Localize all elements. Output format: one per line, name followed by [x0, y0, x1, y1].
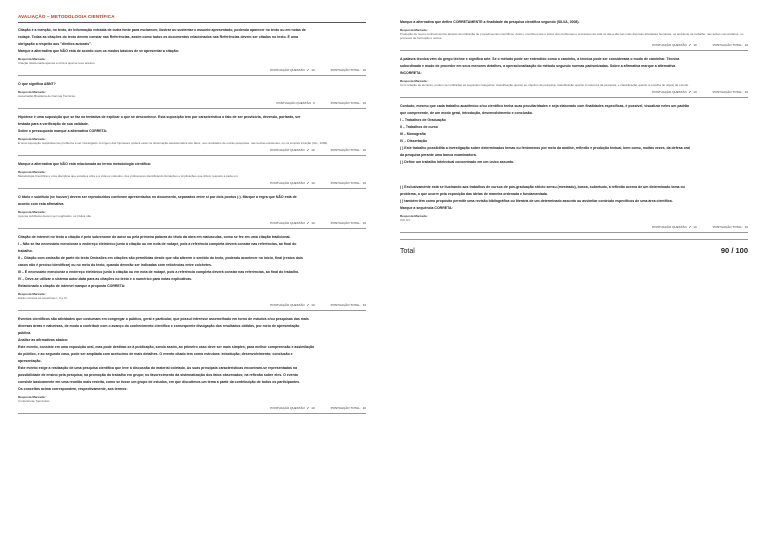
- score-label: PONTUAÇÃO TOTAL:: [712, 43, 743, 47]
- question-score: [270, 68, 314, 72]
- question-text: que compreende, de um modo geral, introdução, desenvolvimento e conclusão.: [400, 111, 533, 115]
- score-value: 10: [744, 43, 748, 47]
- page-right: [384, 0, 768, 543]
- score-value: 0: [312, 101, 315, 105]
- response-label: Resposta Marcada :: [400, 79, 429, 83]
- question-text: Hipótese é uma suposição que se faz na tentativa de explicar o que se desconhece. Esta suposição tem por característica o fato de ser provisória, devendo, portanto, ser: [18, 115, 301, 119]
- response-label: Resposta Marcada :: [18, 137, 47, 141]
- score-row: [18, 181, 366, 185]
- score-value: 10: [311, 68, 315, 72]
- divider: [18, 413, 366, 414]
- total-question-score: [331, 68, 366, 72]
- divider: [400, 232, 748, 233]
- question-text: trabalho.: [18, 249, 33, 253]
- total-question-score: [331, 101, 366, 105]
- question-block: [18, 317, 366, 414]
- question-text: Marque a alternativa que NÃO está de acordo com os modos básicos de se apresentar a citação:: [18, 49, 180, 53]
- score-label: PONTUAÇÃO TOTAL:: [330, 68, 361, 72]
- score-label: PONTUAÇÃO QUESTÃO: [270, 148, 305, 152]
- total-score: 90 / 100: [720, 246, 748, 255]
- score-value: 10: [693, 225, 697, 229]
- question-text: Marque a sequência CORRETA:: [400, 206, 453, 210]
- question-text: I – Trabalhos de Graduação: [400, 118, 446, 122]
- score-label: PONTUAÇÃO TOTAL:: [712, 90, 743, 94]
- check-icon: ✔: [306, 406, 310, 410]
- question-score: [652, 225, 696, 229]
- question-block: [18, 195, 366, 229]
- score-row: [400, 225, 748, 229]
- question-score: [652, 43, 696, 47]
- question-text: II – Citação com omissão de parte do texto Omissões em citações são permitidas desde que não alterem o sentido do texto, podendo acontecer no início, final (restos dois: [18, 256, 303, 260]
- question-text: do público, e ao segundo caso, pode ser ampliada com acréscimo de mais detalhes. O evento citado tem como estrutura: introdução; desenvolvimento; conclusão e: [18, 352, 293, 356]
- score-label: PONTUAÇÃO QUESTÃO: [270, 68, 305, 72]
- score-row: [18, 221, 366, 225]
- question-text: problema, o que ocorre pela exposição das ideias de maneira ordenada e fundamentada.: [400, 192, 548, 196]
- divider: [400, 50, 748, 51]
- question-score: [652, 90, 696, 94]
- question-score: [270, 221, 314, 225]
- score-label: PONTUAÇÃO TOTAL:: [330, 303, 361, 307]
- score-value: 10: [311, 221, 315, 225]
- question-text: IV – Deve-se utilizar o sistema autor-data para as citações no texto e o numérico para notas explicativas.: [18, 277, 193, 281]
- score-label: PONTUAÇÃO QUESTÃO: [652, 43, 687, 47]
- check-icon: ✔: [306, 148, 310, 152]
- question-list-right: [400, 20, 748, 233]
- check-icon: ✔: [306, 181, 310, 185]
- question-text: ( ) Exclusivamente está se ilustrando aos trabalhos de cursos de pós-graduação stricto sensu (mestrado), busca, sobretudo, a reflexão acerca de um determinado tema ou: [400, 185, 685, 189]
- score-value: 10: [744, 225, 748, 229]
- score-label: PONTUAÇÃO QUESTÃO: [652, 225, 687, 229]
- question-text: Os conceitos acima correspondem, respectivamente, aos termos:: [18, 387, 128, 391]
- score-label: PONTUAÇÃO QUESTÃO: [276, 101, 311, 105]
- score-value: 10: [744, 90, 748, 94]
- divider: [18, 310, 366, 311]
- question-text: subordinada e modo de proceder em seus menores detalhes, a operacionalização do método segundo normas padronizadas. Sobre a afirmativa marque a alternativa: [400, 64, 676, 68]
- response-label: Resposta Marcada :: [400, 214, 429, 218]
- response-value: Citação relacionada apenas a obra à qual se teve acesso.: [18, 61, 96, 65]
- question-text: ( ) Este trabalho possibilita a investigação sobre determinados temas ou fenômenos por meio da análise, reflexão e produção textual, bem como, muitas vezes, da defesa oral: [400, 146, 691, 150]
- score-value: 10: [311, 406, 315, 410]
- divider: [18, 188, 366, 189]
- total-question-score: [331, 221, 366, 225]
- score-value: 10: [362, 68, 366, 72]
- question-text: da pesquisa perante uma banca examinadora.: [400, 153, 477, 157]
- score-row: [400, 43, 748, 47]
- score-value: 10: [311, 303, 315, 307]
- total-question-score: [331, 406, 366, 410]
- score-row: [18, 303, 366, 307]
- total-question-score: [713, 43, 748, 47]
- question-score: [276, 101, 314, 105]
- score-value: 10: [362, 406, 366, 410]
- response-label: Resposta Marcada :: [18, 292, 47, 296]
- response-value: Conferência; Seminário.: [18, 399, 51, 403]
- question-block: [18, 82, 366, 109]
- check-icon: ✔: [306, 303, 310, 307]
- response-label: Resposta Marcada :: [18, 57, 47, 61]
- document-title: AVALIAÇÃO – METODOLOGIA CIENTÍFICA: [18, 14, 366, 23]
- question-text: rodapé. Todas as citações do texto devem constar nas Referências, assim como todos os documentos relacionados nas Referências devem ser citados no texto. É uma: [18, 35, 299, 39]
- question-text: A palavra técnica vem do grego téchne e significa arte. Se o método pode ser entendido como o caminho, a técnica pode ser considerada o modo de caminhar. Técnica: [400, 57, 680, 61]
- question-text: consiste basicamente em uma reunião mais restrita, como se fosse um grupo de estudos, em que discutimos um tema a partir da contribuição de todos os participantes.: [18, 380, 301, 384]
- check-icon: ✔: [306, 68, 310, 72]
- score-value: 10: [693, 43, 697, 47]
- total-question-score: [331, 181, 366, 185]
- divider: [18, 155, 366, 156]
- question-text: Este evento exige a realização de uma pesquisa científica que leve à discussão do material coletado. As suas principais características encontram-se representadas na: [18, 366, 298, 370]
- divider: [18, 228, 366, 229]
- question-text: obrigação a respeito aos "direitos autorais".: [18, 42, 92, 46]
- question-text: III – Monografia: [400, 132, 426, 136]
- question-block: [400, 20, 748, 51]
- divider: [18, 75, 366, 76]
- question-text: Marque a alternativa que NÃO está relacionada ao termo metodologia científica:: [18, 162, 152, 166]
- score-value: 10: [362, 221, 366, 225]
- question-block: [400, 57, 748, 98]
- question-text: Analise as afirmativas abaixo:: [18, 338, 68, 342]
- question-text: ( ) também têm como propósito permitir uma revisão bibliográfica ou literária de um determinado assunto ou assimilar conteúdo específicos de uma área científica.: [400, 199, 673, 203]
- divider: [400, 97, 748, 98]
- score-label: PONTUAÇÃO TOTAL:: [712, 225, 743, 229]
- score-label: PONTUAÇÃO TOTAL:: [330, 406, 361, 410]
- score-row: [18, 148, 366, 152]
- score-label: PONTUAÇÃO TOTAL:: [330, 101, 361, 105]
- question-text: possibilidade de ensino pela pesquisa; na promoção do trabalho em grupo; no favorecimento da sistematização dos fatos observados; na reflexão sobre eles. O evento: [18, 373, 299, 377]
- question-text: acordo com esta afirmativa.: [18, 202, 65, 206]
- response-value: II,III,IV,I.: [400, 218, 411, 222]
- response-value: É uma suposição respeitável ao problema a ser investigado. A origem das hipóteses poderá estar na observação assistemática dos fatos, nos resultados de outras pesquisas, nas teorias existentes, ou na simples intuição (GIL, 1999).: [18, 141, 329, 145]
- check-icon: ✔: [688, 90, 692, 94]
- check-icon: ✔: [688, 225, 692, 229]
- question-text: INCORRETA:: [400, 71, 422, 75]
- total-question-score: [331, 303, 366, 307]
- question-text: Marque a alternativa que define CORRETAMENTE a finalidade da pesquisa científica segundo (SILVA, 2008).: [400, 20, 580, 24]
- question-text: Sobre o pressuposto marque a alternativa CORRETA:: [18, 129, 108, 133]
- score-label: PONTUAÇÃO TOTAL:: [330, 148, 361, 152]
- question-text: O que significa ABNT?: [18, 82, 56, 86]
- question-block: [18, 115, 366, 156]
- question-text: diversas áreas e naturezas, de modo a contribuir com o avanço do conhecimento científico e consequente divulgação dos resultados obtidos, por meio de apresentação: [18, 324, 300, 328]
- question-block: [400, 104, 748, 233]
- response-label: Resposta Marcada :: [18, 210, 47, 214]
- response-label: Resposta Marcada :: [18, 395, 47, 399]
- response-value: Apenas subtítulos devem ser negritados, os títulos não.: [18, 214, 92, 218]
- total-question-score: [713, 225, 748, 229]
- question-text: I – Não se faz necessário mencionar o endereço eletrônico junto à citação ou em nota de rodapé, pois a referência completa deverá constar nas referências, ao final do: [18, 242, 297, 246]
- question-block: [18, 162, 366, 189]
- response-label: Resposta Marcada :: [400, 28, 429, 32]
- score-value: 10: [311, 148, 315, 152]
- question-score: [270, 406, 314, 410]
- question-text: Citação de internet no texto a citação é pelo sobrenome do autor ou pela primeira palavra do título da obra em maiúsculas, como se fez em uma citação tradicional.: [18, 235, 291, 239]
- divider: [18, 108, 366, 109]
- question-text: Citação é a menção, no texto, de informação extraída de outra fonte para esclarecer, ilustrar ou sustentar o assunto apresentado, podendo aparecer no texto ou em notas de: [18, 28, 306, 32]
- question-block: [18, 28, 366, 76]
- response-value: Associação Brasileira de Normas Técnicas.: [18, 94, 76, 98]
- response-value: Produção de novos conhecimentos através da utilização de procedimentos científicos. Assim, contribui para o todos dos problemas e processos da vida no dia-a-dia nas mais diversas atividades humanas, no ambiente de trabalho, nas ações comunitárias, no processo de formação e outros.: [400, 32, 744, 40]
- total-question-score: [713, 90, 748, 94]
- score-value: 10: [362, 181, 366, 185]
- score-label: PONTUAÇÃO TOTAL:: [330, 221, 361, 225]
- score-label: PONTUAÇÃO QUESTÃO: [270, 221, 305, 225]
- check-icon: ✔: [688, 43, 692, 47]
- question-text: ( ) Define um trabalho intelectual concentrado em um único assunto.: [400, 160, 515, 164]
- total-label: Total: [400, 248, 415, 255]
- total-row: [400, 239, 748, 255]
- total-question-score: [331, 148, 366, 152]
- question-text: IV – Dissertação: [400, 139, 428, 143]
- score-label: PONTUAÇÃO QUESTÃO: [270, 181, 305, 185]
- question-block: [18, 235, 366, 311]
- score-row: [400, 90, 748, 94]
- question-text: casos não é preciso identificar) ou no meio do texto, quando deverão ser indicadas com reticências entre colchetes.: [18, 263, 212, 267]
- score-row: [18, 68, 366, 72]
- question-score: [270, 181, 314, 185]
- question-text: II – Trabalhos de curso: [400, 125, 438, 129]
- question-text: III – É necessário mencionar o endereço eletrônico junto à citação ou em nota de rodapé, pois a referência completa deverá constar nas referências, ao final do trabalho.: [18, 270, 300, 274]
- question-text: Eventos científicos são atividades que costumam em congregar o público, geral e particular, que possui interesse assemelhado em torno de estudos e/ou pesquisas das mais: [18, 317, 309, 321]
- question-text: Relacionado a citação de internet marque a proposta CORRETA:: [18, 284, 126, 288]
- score-value: 10: [362, 101, 366, 105]
- response-value: Metodologia Científica é uma disciplina que estuda a obra e a vida os métodos, dos professores identificando limitações e implicações que dizem respeito a cada um.: [18, 174, 239, 178]
- score-row: [18, 406, 366, 410]
- question-text: pública.: [18, 331, 32, 335]
- question-text: O título e subtítulo (se houver) devem ser reproduzidos conforme apresentados no documento, separados entre si por dois pontos (:). Marque a regra que NÃO está de: [18, 195, 297, 199]
- score-value: 10: [362, 148, 366, 152]
- question-score: [270, 303, 314, 307]
- question-score: [270, 148, 314, 152]
- score-label: PONTUAÇÃO TOTAL:: [330, 181, 361, 185]
- score-label: PONTUAÇÃO QUESTÃO: [652, 90, 687, 94]
- question-text: Contudo, mesmo que cada trabalho acadêmico e/ou científico tenha suas peculiaridades e seja elaborado com finalidades específicas, é possível, visualizar neles um padrão: [400, 104, 690, 108]
- score-value: 10: [362, 303, 366, 307]
- score-value: 10: [311, 181, 315, 185]
- question-text: testada para a verificação de sua validade.: [18, 122, 89, 126]
- question-text: apresentação.: [18, 359, 42, 363]
- response-label: Resposta Marcada :: [18, 90, 47, 94]
- score-row: [18, 101, 366, 105]
- score-label: PONTUAÇÃO QUESTÃO: [270, 406, 305, 410]
- score-label: PONTUAÇÃO QUESTÃO: [270, 303, 305, 307]
- response-value: Com relação às técnicas, podem ser utilizadas as seguintes categorias: classificação quanto ao objetivo da pesquisa, classificação quanto à natureza da pesquisa, e classificação quanto à escolha do objeto de estudo.: [400, 83, 690, 87]
- question-text: Este evento, consiste em uma exposição oral, mas pode destinar-se à publicação, sendo assim, ao primeiro caso deve ser mais simples, para melhor compreensão e assimilação: [18, 345, 315, 349]
- response-label: Resposta Marcada :: [18, 170, 47, 174]
- check-icon: ✔: [306, 221, 310, 225]
- score-value: 10: [693, 90, 697, 94]
- response-value: Estão corretas as assertivas I, II e IV.: [18, 296, 68, 300]
- question-list-left: [18, 28, 366, 414]
